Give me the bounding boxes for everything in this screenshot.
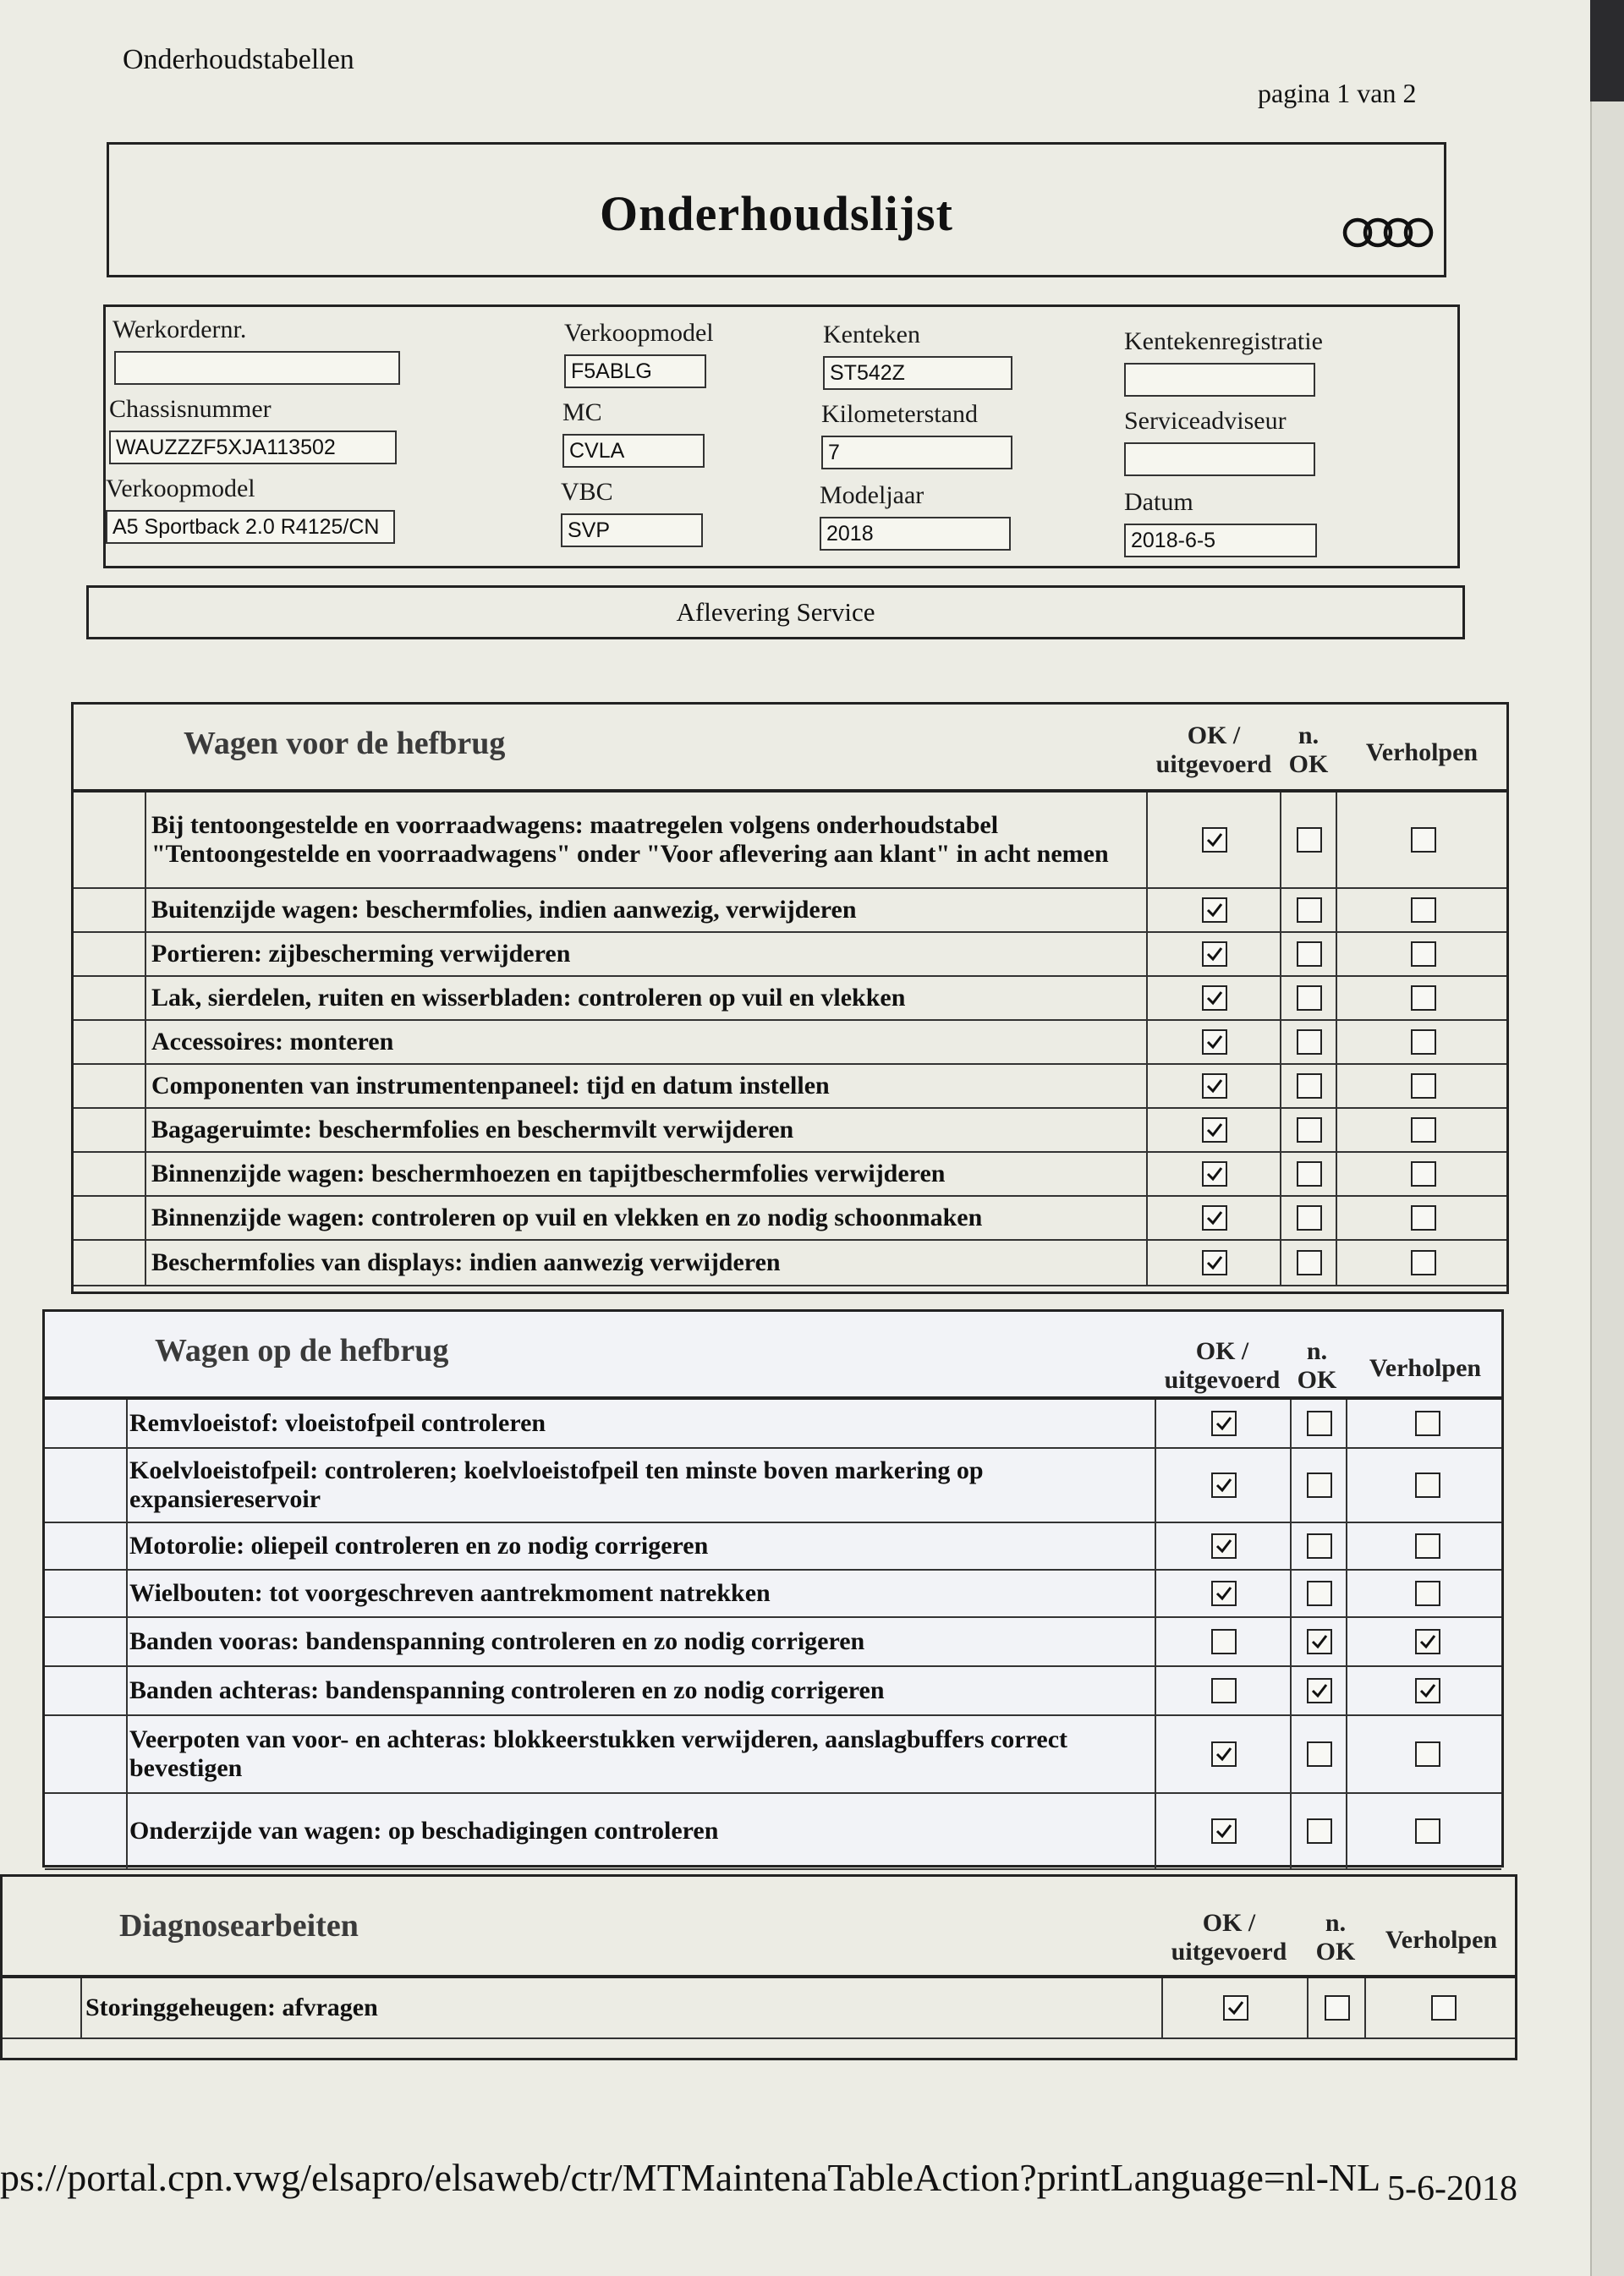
col-fixed-header: Verholpen: [1365, 738, 1479, 766]
col-ok-line2: uitgevoerd: [1155, 750, 1272, 778]
fixed-cell: [1346, 1571, 1508, 1616]
ok-checkbox[interactable]: [1211, 1818, 1237, 1844]
fixed-cell: [1336, 1065, 1510, 1107]
row-task-text: Onderzijde van wagen: op beschadigingen controleren: [129, 1817, 719, 1845]
ok-cell: [1155, 1400, 1292, 1447]
ok-cell: [1161, 1978, 1309, 2037]
row-task-text: Componenten van instrumentenpaneel: tijd en datum instellen: [151, 1072, 830, 1100]
ok-cell: [1155, 1794, 1292, 1868]
fixed-cell: [1346, 1618, 1508, 1665]
row-index-cell: [74, 1241, 146, 1285]
nok-cell: [1290, 1449, 1347, 1522]
section-header: [74, 705, 1506, 792]
fixed-checkbox[interactable]: [1411, 897, 1436, 923]
section-title: Wagen op de hefbrug: [155, 1333, 449, 1368]
row-task-text: Binnenzijde wagen: controleren op vuil en vlekken en zo nodig schoonmaken: [151, 1204, 983, 1231]
fixed-checkbox[interactable]: [1411, 1117, 1436, 1143]
fixed-checkbox[interactable]: [1411, 827, 1436, 853]
fixed-checkbox[interactable]: [1411, 1205, 1436, 1231]
km-label: Kilometerstand: [821, 400, 978, 428]
col-nok-line1: n.: [1306, 1337, 1328, 1365]
row-index-cell: [45, 1571, 128, 1616]
col-ok-line1: OK /: [1195, 1337, 1249, 1365]
fixed-checkbox[interactable]: [1411, 1250, 1436, 1275]
nok-checkbox[interactable]: [1307, 1629, 1332, 1654]
row-index-cell: [74, 1153, 146, 1195]
serviceadviseur-label: Serviceadviseur: [1124, 407, 1287, 435]
section-title: Diagnosearbeiten: [119, 1908, 359, 1944]
nok-checkbox[interactable]: [1297, 1205, 1322, 1231]
row-index-cell: [74, 889, 146, 931]
fixed-cell: [1346, 1716, 1508, 1792]
chassis-field[interactable]: WAUZZZF5XJA113502: [109, 431, 397, 464]
row-task-text: Koelvloeistofpeil: controleren; koelvloeistofpeil ten minste boven markering op expansiereservoir: [129, 1456, 984, 1513]
fixed-cell: [1336, 1153, 1510, 1195]
row-task-text: Portieren: zijbescherming verwijderen: [151, 940, 571, 968]
modeljaar-label: Modeljaar: [820, 481, 924, 509]
ok-checkbox[interactable]: [1202, 1205, 1227, 1231]
table-row: [3, 1978, 1515, 2039]
row-task-text: Banden achteras: bandenspanning controleren en zo nodig corrigeren: [129, 1676, 885, 1704]
checkmark-icon: [1205, 1253, 1224, 1272]
ok-checkbox[interactable]: [1202, 1117, 1227, 1143]
checkmark-icon: [1418, 1632, 1437, 1651]
kenteken-field[interactable]: ST542Z: [823, 356, 1012, 390]
checkmark-icon: [1205, 1209, 1224, 1227]
checkmark-icon: [1310, 1632, 1329, 1651]
ok-cell: [1146, 1021, 1281, 1063]
vbc-field[interactable]: SVP: [561, 513, 703, 547]
kentekenreg-field[interactable]: [1124, 363, 1315, 397]
table-row: [74, 977, 1506, 1021]
col-fixed-header: Verholpen: [1369, 1354, 1482, 1382]
fixed-checkbox[interactable]: [1411, 1073, 1436, 1099]
ok-checkbox[interactable]: [1202, 827, 1227, 853]
col-ok-header: [1146, 721, 1281, 779]
footer-date: 5-6-2018: [1387, 2169, 1517, 2208]
checkmark-icon: [1215, 1476, 1233, 1494]
ok-cell: [1146, 1065, 1281, 1107]
table-row: [45, 1449, 1501, 1523]
nok-checkbox[interactable]: [1297, 1029, 1322, 1055]
ok-checkbox[interactable]: [1202, 1161, 1227, 1187]
row-index-cell: [74, 1021, 146, 1063]
col-nok-line1: n.: [1298, 721, 1320, 749]
nok-checkbox[interactable]: [1297, 1073, 1322, 1099]
fixed-checkbox[interactable]: [1415, 1533, 1440, 1559]
row-task-text: Lak, sierdelen, ruiten en wisserbladen: controleren op vuil en vlekken: [151, 984, 906, 1012]
fixed-checkbox[interactable]: [1415, 1818, 1440, 1844]
audi-rings-icon: [1341, 216, 1437, 254]
nok-checkbox[interactable]: [1297, 897, 1322, 923]
fixed-checkbox[interactable]: [1415, 1411, 1440, 1436]
serviceadviseur-field[interactable]: [1124, 442, 1315, 476]
footer-url: ps://portal.cpn.vwg/elsapro/elsaweb/ctr/MTMaintenaTableAction?printLanguage=nl-NL: [0, 2156, 1381, 2199]
fixed-checkbox[interactable]: [1415, 1678, 1440, 1703]
fixed-checkbox[interactable]: [1411, 1029, 1436, 1055]
checkmark-icon: [1215, 1822, 1233, 1840]
ok-cell: [1146, 933, 1281, 975]
row-task-text: Storinggeheugen: afvragen: [85, 1994, 378, 2021]
nok-checkbox[interactable]: [1297, 827, 1322, 853]
checkmark-icon: [1226, 1999, 1245, 2017]
ok-checkbox[interactable]: [1211, 1678, 1237, 1703]
section-title: Wagen voor de hefbrug: [184, 726, 506, 761]
ok-checkbox[interactable]: [1223, 1995, 1248, 2021]
werkordernr-label: Werkordernr.: [112, 315, 247, 343]
nok-checkbox[interactable]: [1297, 1161, 1322, 1187]
col-nok-line2: OK: [1297, 1366, 1337, 1394]
page-edge: [1590, 101, 1624, 2276]
row-index-cell: [45, 1523, 128, 1569]
ok-cell: [1155, 1618, 1292, 1665]
nok-checkbox[interactable]: [1297, 985, 1322, 1011]
fixed-cell: [1364, 1978, 1522, 2037]
nok-checkbox[interactable]: [1307, 1678, 1332, 1703]
kenteken-label: Kenteken: [823, 321, 920, 348]
nok-cell: [1280, 1153, 1337, 1195]
ok-cell: [1146, 1109, 1281, 1151]
row-index-cell: [74, 792, 146, 887]
nok-checkbox[interactable]: [1307, 1818, 1332, 1844]
row-index-cell: [74, 933, 146, 975]
nok-cell: [1290, 1794, 1347, 1868]
fixed-cell: [1346, 1400, 1508, 1447]
ok-cell: [1146, 977, 1281, 1019]
table-row: [45, 1667, 1501, 1716]
row-index-cell: [45, 1400, 128, 1447]
ok-checkbox[interactable]: [1211, 1629, 1237, 1654]
fixed-cell: [1336, 1021, 1510, 1063]
table-row: [74, 792, 1506, 889]
checkmark-icon: [1205, 1121, 1224, 1139]
fixed-cell: [1336, 1197, 1510, 1239]
ok-checkbox[interactable]: [1202, 1029, 1227, 1055]
vbc-label: VBC: [561, 478, 613, 506]
table-row: [74, 1241, 1506, 1286]
nok-checkbox[interactable]: [1325, 1995, 1350, 2021]
row-task-text: Bij tentoongestelde en voorraadwagens: maatregelen volgens onderhoudstabel "Tentoongestelde en voorraadwagens" onder "Voor aflevering aan klant" in acht nemen: [151, 811, 1109, 868]
fixed-cell: [1346, 1794, 1508, 1868]
ok-cell: [1155, 1667, 1292, 1714]
row-index-cell: [74, 1109, 146, 1151]
fixed-checkbox[interactable]: [1415, 1473, 1440, 1498]
fixed-checkbox[interactable]: [1415, 1741, 1440, 1767]
nok-cell: [1280, 1109, 1337, 1151]
table-row: [74, 1065, 1506, 1109]
checkmark-icon: [1418, 1681, 1437, 1700]
nok-cell: [1290, 1400, 1347, 1447]
checkmark-icon: [1215, 1745, 1233, 1763]
mc-label: MC: [562, 398, 602, 426]
table-row: [45, 1794, 1501, 1870]
row-task-text: Binnenzijde wagen: beschermhoezen en tapijtbeschermfolies verwijderen: [151, 1160, 946, 1187]
nok-cell: [1290, 1618, 1347, 1665]
row-index-cell: [74, 1197, 146, 1239]
ok-cell: [1155, 1449, 1292, 1522]
fixed-cell: [1336, 1241, 1510, 1285]
fixed-cell: [1336, 889, 1510, 931]
fixed-checkbox[interactable]: [1431, 1995, 1457, 2021]
col-nok-line2: OK: [1288, 750, 1329, 778]
row-index-cell: [45, 1618, 128, 1665]
checkmark-icon: [1205, 989, 1224, 1007]
col-ok-header: [1155, 1337, 1290, 1395]
nok-cell: [1280, 977, 1337, 1019]
verkoopmodel-code-field[interactable]: F5ABLG: [564, 354, 706, 388]
row-task-text: Banden vooras: bandenspanning controleren en zo nodig corrigeren: [129, 1627, 865, 1655]
fixed-cell: [1346, 1449, 1508, 1522]
ok-checkbox[interactable]: [1211, 1411, 1237, 1436]
fixed-cell: [1336, 1109, 1510, 1151]
kentekenreg-label: Kentekenregistratie: [1124, 327, 1323, 355]
checkmark-icon: [1205, 1033, 1224, 1051]
col-ok-line1: OK /: [1202, 1909, 1256, 1937]
table-row: [74, 1153, 1506, 1197]
table-row: [45, 1523, 1501, 1571]
nok-checkbox[interactable]: [1297, 1250, 1322, 1275]
row-index-cell: [3, 1978, 82, 2037]
ok-cell: [1146, 889, 1281, 931]
vehicle-info-panel: [103, 304, 1460, 568]
section-header: [3, 1877, 1515, 1978]
row-task-text: Wielbouten: tot voorgeschreven aantrekmoment natrekken: [129, 1579, 771, 1607]
row-index-cell: [74, 1065, 146, 1107]
km-field[interactable]: 7: [821, 436, 1012, 469]
datum-field[interactable]: 2018-6-5: [1124, 524, 1317, 557]
nok-cell: [1280, 1065, 1337, 1107]
ok-checkbox[interactable]: [1211, 1741, 1237, 1767]
row-task-text: Remvloeistof: vloeistofpeil controleren: [129, 1409, 546, 1437]
ok-cell: [1146, 1197, 1281, 1239]
ok-cell: [1155, 1571, 1292, 1616]
nok-cell: [1280, 1241, 1337, 1285]
ok-checkbox[interactable]: [1202, 1073, 1227, 1099]
fixed-cell: [1346, 1667, 1508, 1714]
table-row: [74, 1197, 1506, 1241]
nok-cell: [1290, 1716, 1347, 1792]
checkmark-icon: [1215, 1537, 1233, 1555]
table-row: [74, 933, 1506, 977]
nok-cell: [1280, 889, 1337, 931]
ok-cell: [1155, 1716, 1292, 1792]
fixed-checkbox[interactable]: [1415, 1629, 1440, 1654]
row-task-text: Accessoires: monteren: [151, 1028, 394, 1056]
table-row: [45, 1400, 1501, 1449]
table-row: [74, 889, 1506, 933]
nok-checkbox[interactable]: [1297, 941, 1322, 967]
row-index-cell: [45, 1449, 128, 1522]
col-nok-line2: OK: [1315, 1938, 1356, 1966]
checkmark-icon: [1205, 831, 1224, 849]
verkoopmodel-field[interactable]: A5 Sportback 2.0 R4125/CN: [106, 510, 395, 544]
ok-checkbox[interactable]: [1202, 985, 1227, 1011]
table-row: [74, 1109, 1506, 1153]
col-nok-header: [1283, 721, 1334, 779]
werkordernr-field[interactable]: [114, 351, 400, 385]
ok-cell: [1155, 1523, 1292, 1569]
row-task-text: Bagageruimte: beschermfolies en beschermvilt verwijderen: [151, 1116, 794, 1143]
table-row: [45, 1618, 1501, 1667]
col-nok-header: [1292, 1337, 1342, 1395]
checkmark-icon: [1205, 945, 1224, 963]
nok-cell: [1290, 1667, 1347, 1714]
checkmark-icon: [1215, 1584, 1233, 1603]
checkmark-icon: [1215, 1414, 1233, 1433]
ok-checkbox[interactable]: [1211, 1581, 1237, 1606]
section-voor-hefbrug: [71, 702, 1509, 1294]
service-type: Aflevering Service: [86, 585, 1465, 639]
fixed-checkbox[interactable]: [1411, 985, 1436, 1011]
nok-checkbox[interactable]: [1307, 1581, 1332, 1606]
nok-checkbox[interactable]: [1307, 1411, 1332, 1436]
modeljaar-field[interactable]: 2018: [820, 517, 1011, 551]
section-header: [45, 1312, 1501, 1400]
col-nok-line1: n.: [1325, 1909, 1347, 1937]
row-task-text: Beschermfolies van displays: indien aanwezig verwijderen: [151, 1248, 781, 1276]
verkoopmodel-code-label: Verkoopmodel: [564, 319, 714, 347]
checkmark-icon: [1205, 1077, 1224, 1095]
nok-checkbox[interactable]: [1307, 1533, 1332, 1559]
fixed-cell: [1336, 933, 1510, 975]
ok-cell: [1146, 792, 1281, 887]
row-task-text: Motorolie: oliepeil controleren en zo nodig corrigeren: [129, 1532, 709, 1560]
nok-cell: [1280, 933, 1337, 975]
row-task-text: Buitenzijde wagen: beschermfolies, indien aanwezig, verwijderen: [151, 896, 857, 924]
nok-cell: [1280, 1197, 1337, 1239]
doc-category: Onderhoudstabellen: [123, 44, 354, 75]
ok-checkbox[interactable]: [1211, 1473, 1237, 1498]
checkmark-icon: [1310, 1681, 1329, 1700]
verkoopmodel-label: Verkoopmodel: [106, 474, 255, 502]
page-title: Onderhoudslijst: [600, 186, 953, 241]
table-row: [74, 1021, 1506, 1065]
ok-checkbox[interactable]: [1211, 1533, 1237, 1559]
datum-label: Datum: [1124, 488, 1193, 516]
table-row: [45, 1716, 1501, 1794]
nok-cell: [1290, 1523, 1347, 1569]
ok-checkbox[interactable]: [1202, 1250, 1227, 1275]
fixed-cell: [1336, 792, 1510, 887]
col-ok-line2: uitgevoerd: [1171, 1938, 1287, 1966]
table-row: [45, 1571, 1501, 1618]
section-diagnose: [0, 1874, 1517, 2060]
nok-checkbox[interactable]: [1307, 1741, 1332, 1767]
fixed-checkbox[interactable]: [1415, 1581, 1440, 1606]
section-op-hefbrug: [42, 1309, 1504, 1867]
row-index-cell: [74, 977, 146, 1019]
col-ok-header: [1161, 1909, 1297, 1966]
fixed-checkbox[interactable]: [1411, 1161, 1436, 1187]
checkmark-icon: [1205, 901, 1224, 919]
fixed-checkbox[interactable]: [1411, 941, 1436, 967]
fixed-cell: [1346, 1523, 1508, 1569]
ok-cell: [1146, 1153, 1281, 1195]
col-fixed-header: Verholpen: [1385, 1926, 1498, 1954]
chassis-label: Chassisnummer: [109, 395, 272, 423]
nok-cell: [1290, 1571, 1347, 1616]
page-info: pagina 1 van 2: [1258, 78, 1417, 108]
mc-field[interactable]: CVLA: [562, 434, 705, 468]
fixed-cell: [1336, 977, 1510, 1019]
title-box: [107, 142, 1446, 277]
nok-checkbox[interactable]: [1307, 1473, 1332, 1498]
ok-cell: [1146, 1241, 1281, 1285]
row-index-cell: [45, 1716, 128, 1792]
ok-checkbox[interactable]: [1202, 897, 1227, 923]
ok-checkbox[interactable]: [1202, 941, 1227, 967]
nok-cell: [1280, 792, 1337, 887]
nok-cell: [1307, 1978, 1366, 2037]
col-ok-line1: OK /: [1187, 721, 1241, 749]
row-task-text: Veerpoten van voor- en achteras: blokkeerstukken verwijderen, aanslagbuffers correct bevestigen: [129, 1725, 1068, 1782]
col-ok-line2: uitgevoerd: [1164, 1366, 1281, 1394]
row-index-cell: [45, 1667, 128, 1714]
row-index-cell: [45, 1794, 128, 1868]
nok-checkbox[interactable]: [1297, 1117, 1322, 1143]
nok-cell: [1280, 1021, 1337, 1063]
checkmark-icon: [1205, 1165, 1224, 1183]
col-nok-header: [1310, 1909, 1361, 1966]
